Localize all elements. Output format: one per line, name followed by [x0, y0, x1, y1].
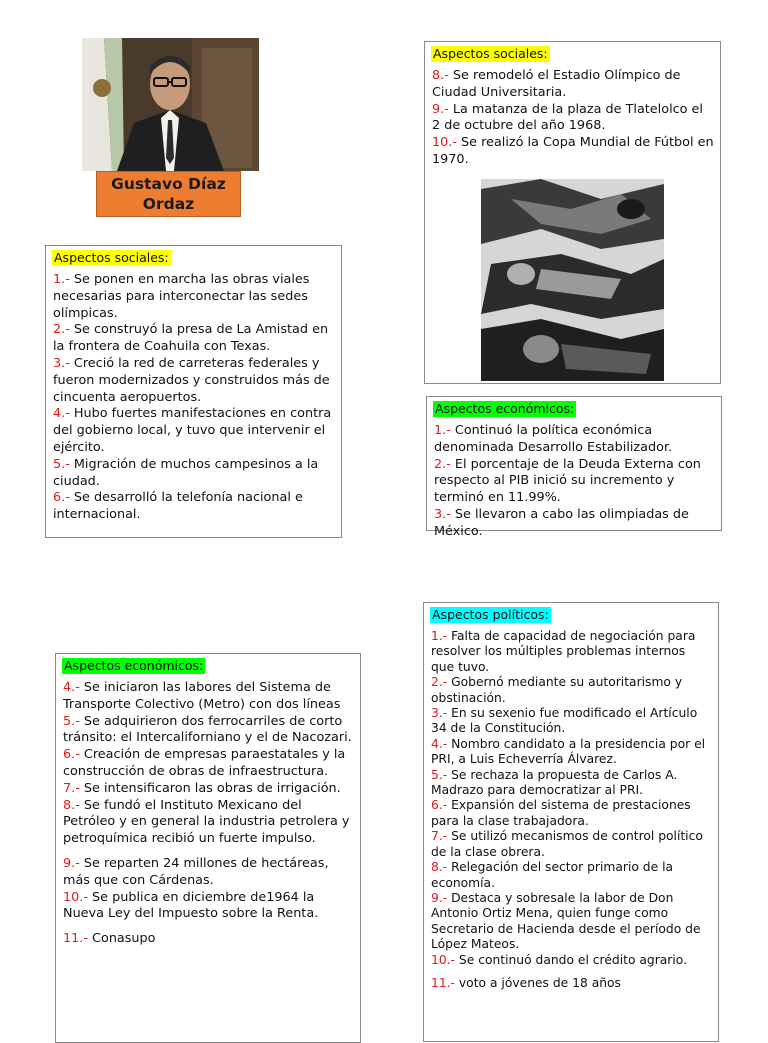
- item-number: 2.-: [434, 456, 451, 472]
- item-text: voto a jóvenes de 18 años: [455, 975, 621, 990]
- item-number: 5.-: [431, 767, 448, 782]
- economic-aspects-box-1: [426, 396, 722, 539]
- item-text: Se adquirieron dos ferrocarriles de corto tránsito: el Intercaliforniano y el de Nacozari.: [63, 713, 352, 746]
- list-item: [431, 737, 712, 768]
- item-number: 9.-: [432, 101, 449, 117]
- list-item: [63, 856, 354, 890]
- item-number: 4.-: [63, 680, 80, 695]
- list-item: [63, 798, 354, 848]
- economic-aspects-box-2: [55, 653, 361, 1043]
- social-aspects-heading: Aspectos sociales:: [433, 46, 548, 61]
- item-number: 8.-: [431, 860, 448, 875]
- list-item: [53, 406, 335, 456]
- list-item: [434, 507, 715, 541]
- item-number: 9.-: [431, 890, 448, 905]
- item-text: Se publica en diciembre de1964 la Nueva Ley del Impuesto sobre la Renta.: [63, 889, 319, 922]
- item-text: Se reparten 24 millones de hectáreas, más que con Cárdenas.: [63, 855, 329, 888]
- item-text: Gobernó mediante su autoritarismo y obstinación.: [431, 675, 683, 705]
- economic-aspects-heading: Aspectos económicos:: [435, 401, 575, 416]
- list-item: [53, 490, 335, 524]
- item-number: 2.-: [53, 322, 70, 338]
- list-item: [431, 706, 712, 737]
- item-text: El porcentaje de la Deuda Externa con respecto al PIB inició su incremento y terminó en 11.99%.: [434, 456, 701, 506]
- item-number: 1.-: [431, 629, 448, 643]
- political-aspects-box: [423, 602, 719, 1042]
- list-item: [431, 953, 712, 968]
- item-number: 6.-: [53, 490, 70, 506]
- item-text: Se fundó el Instituto Mexicano del Petróleo y en general la industria petrolera y petroquímica recibió un fuerte impulso.: [63, 797, 350, 847]
- item-number: 8.-: [432, 68, 449, 83]
- list-item: [53, 322, 335, 356]
- list-item: [431, 829, 712, 860]
- item-text: En su sexenio fue modificado el Artículo 34 de la Constitución.: [431, 706, 698, 736]
- item-text: Se intensificaron las obras de irrigación.: [79, 780, 341, 796]
- item-text: Creación de empresas paraestatales y la construcción de obras de infraestructura.: [63, 747, 346, 779]
- item-text: Creció la red de carreteras federales y fueron modernizados y construidos más de cincuenta aeropuertos.: [53, 355, 330, 405]
- list-item: [63, 931, 354, 948]
- economic-aspects-list: [63, 680, 360, 948]
- item-number: 7.-: [63, 780, 80, 796]
- item-text: Se llevaron a cabo las olimpiadas de México.: [434, 506, 689, 539]
- portrait-photo: [82, 38, 259, 171]
- item-number: 1.-: [434, 423, 451, 438]
- list-item: [63, 680, 354, 714]
- item-number: 3.-: [53, 355, 70, 371]
- list-item: [53, 356, 335, 406]
- list-item: [432, 68, 714, 102]
- list-item: [432, 102, 714, 136]
- item-text: La matanza de la plaza de Tlatelolco el 2 de octubre del año 1968.: [432, 101, 703, 134]
- item-text: Se rechaza la propuesta de Carlos A. Madrazo para democratizar al PRI.: [431, 767, 678, 798]
- item-text: Falta de capacidad de negociación para resolver los múltiples problemas internos que tuvo.: [431, 629, 696, 674]
- political-aspects-list: [431, 629, 718, 991]
- item-number: 11.-: [431, 975, 455, 990]
- item-number: 4.-: [53, 406, 70, 422]
- item-number: 5.-: [53, 456, 70, 472]
- item-number: 10.-: [431, 952, 455, 967]
- portrait-illustration: [82, 38, 259, 171]
- list-item: [63, 890, 354, 924]
- item-text: Conasupo: [87, 931, 156, 947]
- item-number: 1.-: [53, 272, 70, 287]
- list-item: [432, 135, 714, 169]
- list-item: [431, 798, 712, 829]
- list-item: [63, 747, 354, 781]
- list-item: [63, 714, 354, 748]
- item-text: Expansión del sistema de prestaciones para la clase trabajadora.: [431, 798, 691, 828]
- item-text: Destaca y sobresale la labor de Don Antonio Ortiz Mena, quien funge como Secretario de Hacienda desde el período de López Mateos.: [431, 890, 701, 952]
- item-text: Se iniciaron las labores del Sistema de Transporte Colectivo (Metro) con dos líneas: [63, 680, 341, 712]
- item-number: 11.-: [63, 931, 88, 947]
- item-text: Se ponen en marcha las obras viales necesarias para interconectar las sedes olímpicas.: [53, 272, 310, 321]
- social-aspects-list: [53, 272, 341, 524]
- item-text: Hubo fuertes manifestaciones en contra del gobierno local, y tuvo que intervenir el ejército.: [53, 406, 332, 455]
- list-item: [431, 976, 712, 991]
- item-text: Nombro candidato a la presidencia por el PRI, a Luis Echeverría Álvarez.: [431, 736, 706, 767]
- social-aspects-box-2: [424, 41, 721, 384]
- social-aspects-box-1: [45, 245, 342, 538]
- item-number: 6.-: [431, 798, 448, 813]
- item-text: Se desarrolló la telefonía nacional e internacional.: [53, 490, 303, 523]
- item-number: 9.-: [63, 855, 80, 871]
- item-number: 10.-: [63, 889, 88, 905]
- political-aspects-heading: Aspectos políticos:: [432, 607, 549, 622]
- list-item: [431, 891, 712, 953]
- list-item: [434, 423, 715, 457]
- list-item: [434, 457, 715, 507]
- tlatelolco-photo: [481, 179, 664, 381]
- social-aspects-list: [432, 68, 720, 169]
- list-item: [431, 768, 712, 799]
- list-item: [53, 272, 335, 322]
- economic-aspects-heading: Aspectos económicos:: [64, 658, 204, 673]
- item-number: 6.-: [63, 747, 80, 763]
- item-text: Migración de muchos campesinos a la ciudad.: [53, 456, 319, 489]
- item-number: 2.-: [431, 675, 448, 690]
- item-number: 7.-: [431, 829, 448, 844]
- item-number: 3.-: [431, 706, 448, 721]
- item-text: Se realizó la Copa Mundial de Fútbol en 1970.: [432, 135, 714, 167]
- item-number: 8.-: [63, 797, 80, 813]
- item-text: Se remodeló el Estadio Olímpico de Ciudad Universitaria.: [432, 68, 681, 100]
- item-text: Se utilizó mecanismos de control político de la clase obrera.: [431, 829, 703, 859]
- item-number: 4.-: [431, 736, 448, 751]
- item-number: 5.-: [63, 713, 80, 729]
- list-item: [431, 860, 712, 891]
- portrait-name-label: Gustavo Díaz Ordaz: [96, 171, 241, 217]
- item-text: Relegación del sector primario de la economía.: [431, 860, 674, 890]
- list-item: [431, 675, 712, 706]
- list-item: [431, 629, 712, 675]
- item-text: Se construyó la presa de La Amistad en la frontera de Coahuila con Texas.: [53, 322, 329, 355]
- economic-aspects-list: [434, 423, 721, 541]
- social-aspects-heading: Aspectos sociales:: [54, 250, 169, 265]
- item-number: 10.-: [432, 135, 457, 151]
- item-text: Se continuó dando el crédito agrario.: [455, 952, 687, 967]
- item-number: 3.-: [434, 506, 451, 522]
- list-item: [53, 457, 335, 491]
- item-text: Continuó la política económica denominada Desarrollo Estabilizador.: [434, 423, 673, 455]
- list-item: [63, 781, 354, 798]
- tlatelolco-photo-illustration: [481, 179, 664, 381]
